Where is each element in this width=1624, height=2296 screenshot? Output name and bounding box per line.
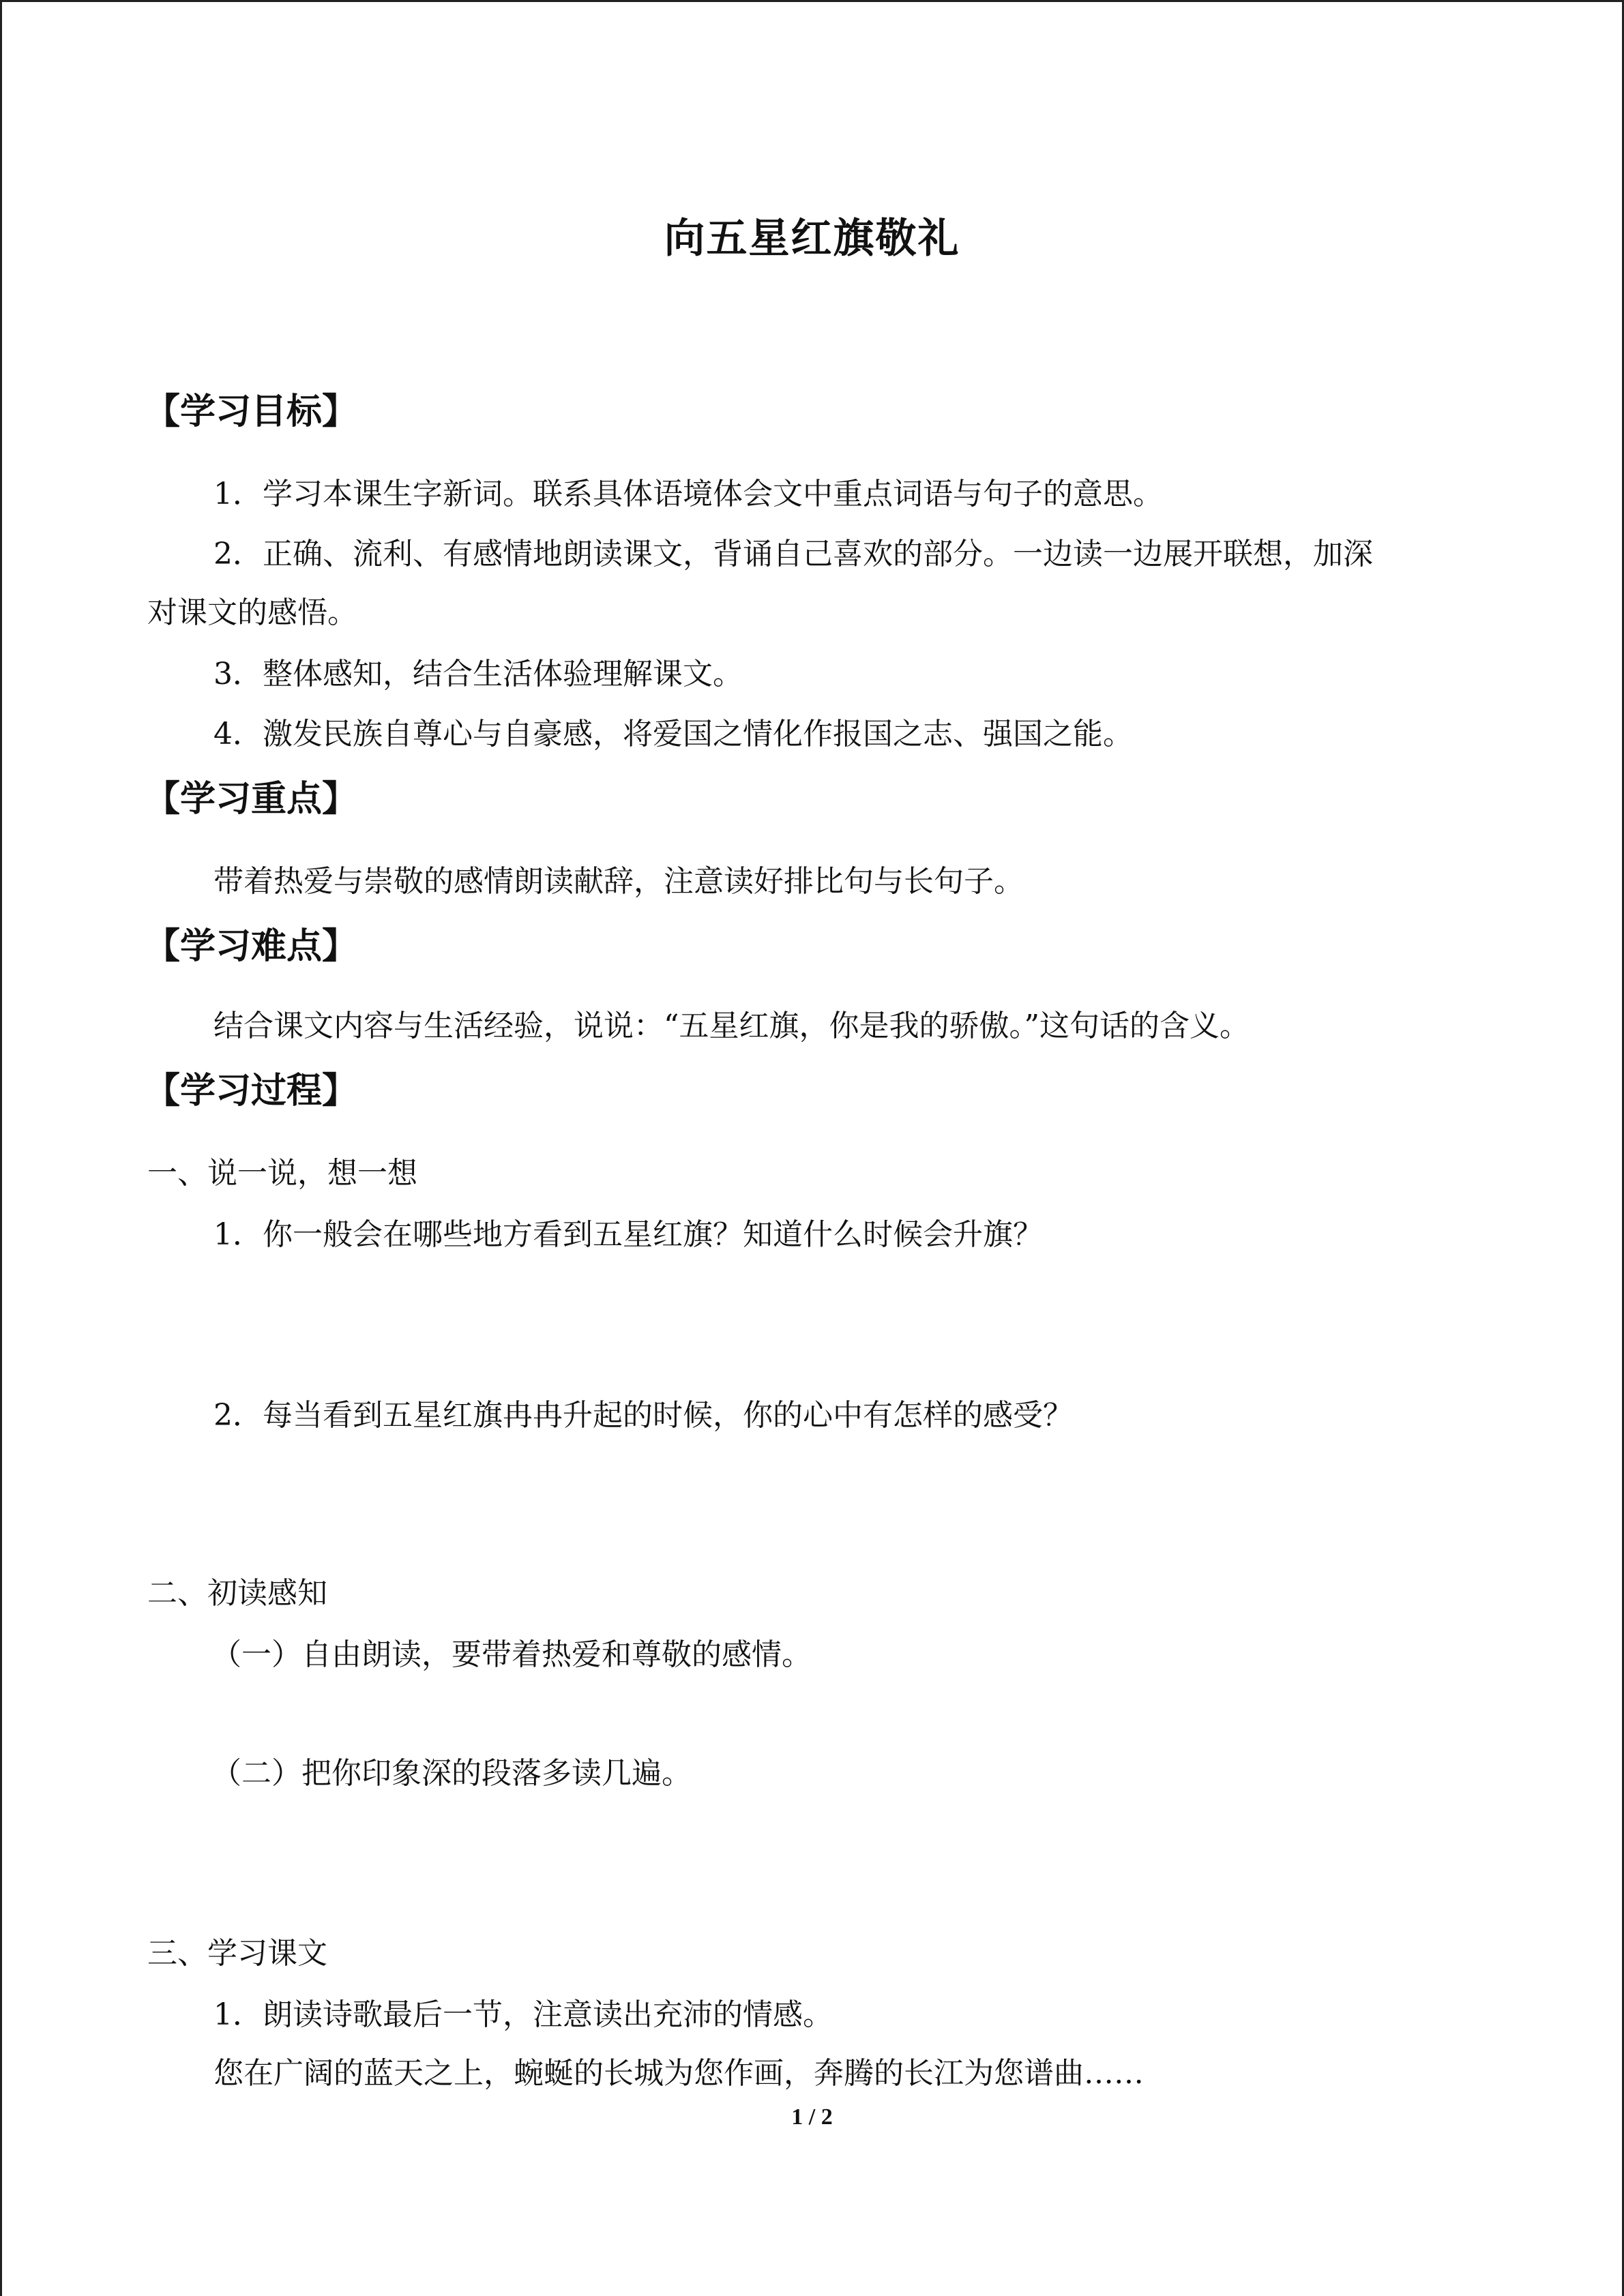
- process-part3-title: 三、学习课文: [147, 1936, 327, 1971]
- process-part1-question-2: 2．每当看到五星红旗冉冉升起的时候，你的心中有怎样的感受？: [213, 1398, 1073, 1433]
- process-part3-item-1: 1．朗读诗歌最后一节，注意读出充沛的情感。: [213, 1997, 833, 2032]
- process-part2-item-1: （一）自由朗读，要带着热爱和尊敬的感情。: [211, 1637, 812, 1672]
- difficulties-text: 结合课文内容与生活经验，说说：“五星红旗，你是我的骄傲。”这句话的含义。: [213, 1009, 1250, 1043]
- objective-item-1: 1．学习本课生字新词。联系具体语境体会文中重点词语与句子的意思。: [213, 477, 1163, 511]
- process-part1-title: 一、说一说，想一想: [147, 1156, 417, 1191]
- page-number: 1 / 2: [791, 2104, 833, 2130]
- objective-item-3: 3．整体感知，结合生活体验理解课文。: [213, 657, 743, 691]
- process-part2-item-2: （二）把你印象深的段落多读几遍。: [211, 1756, 692, 1791]
- heading-process: 【学习过程】: [145, 1071, 358, 1112]
- process-part1-question-1: 1．你一般会在哪些地方看到五星红旗？知道什么时候会升旗？: [213, 1217, 1043, 1252]
- document-title: 向五星红旗敬礼: [664, 215, 960, 263]
- heading-key-points: 【学习重点】: [145, 779, 358, 820]
- process-part3-poem-line: 您在广阔的蓝天之上，蜿蜒的长城为您作画，奔腾的长江为您谱曲……: [213, 2056, 1144, 2091]
- heading-objectives: 【学习目标】: [145, 391, 358, 432]
- heading-difficulties: 【学习难点】: [145, 926, 358, 967]
- objective-item-2: 2．正确、流利、有感情地朗读课文，背诵自己喜欢的部分。一边读一边展开联想，加深: [213, 537, 1373, 571]
- objective-item-4: 4．激发民族自尊心与自豪感，将爱国之情化作报国之志、强国之能。: [213, 717, 1133, 751]
- objective-item-2-continued: 对课文的感悟。: [147, 595, 357, 630]
- process-part2-title: 二、初读感知: [147, 1576, 327, 1611]
- key-points-text: 带着热爱与崇敬的感情朗读献辞，注意读好排比句与长句子。: [213, 864, 1024, 899]
